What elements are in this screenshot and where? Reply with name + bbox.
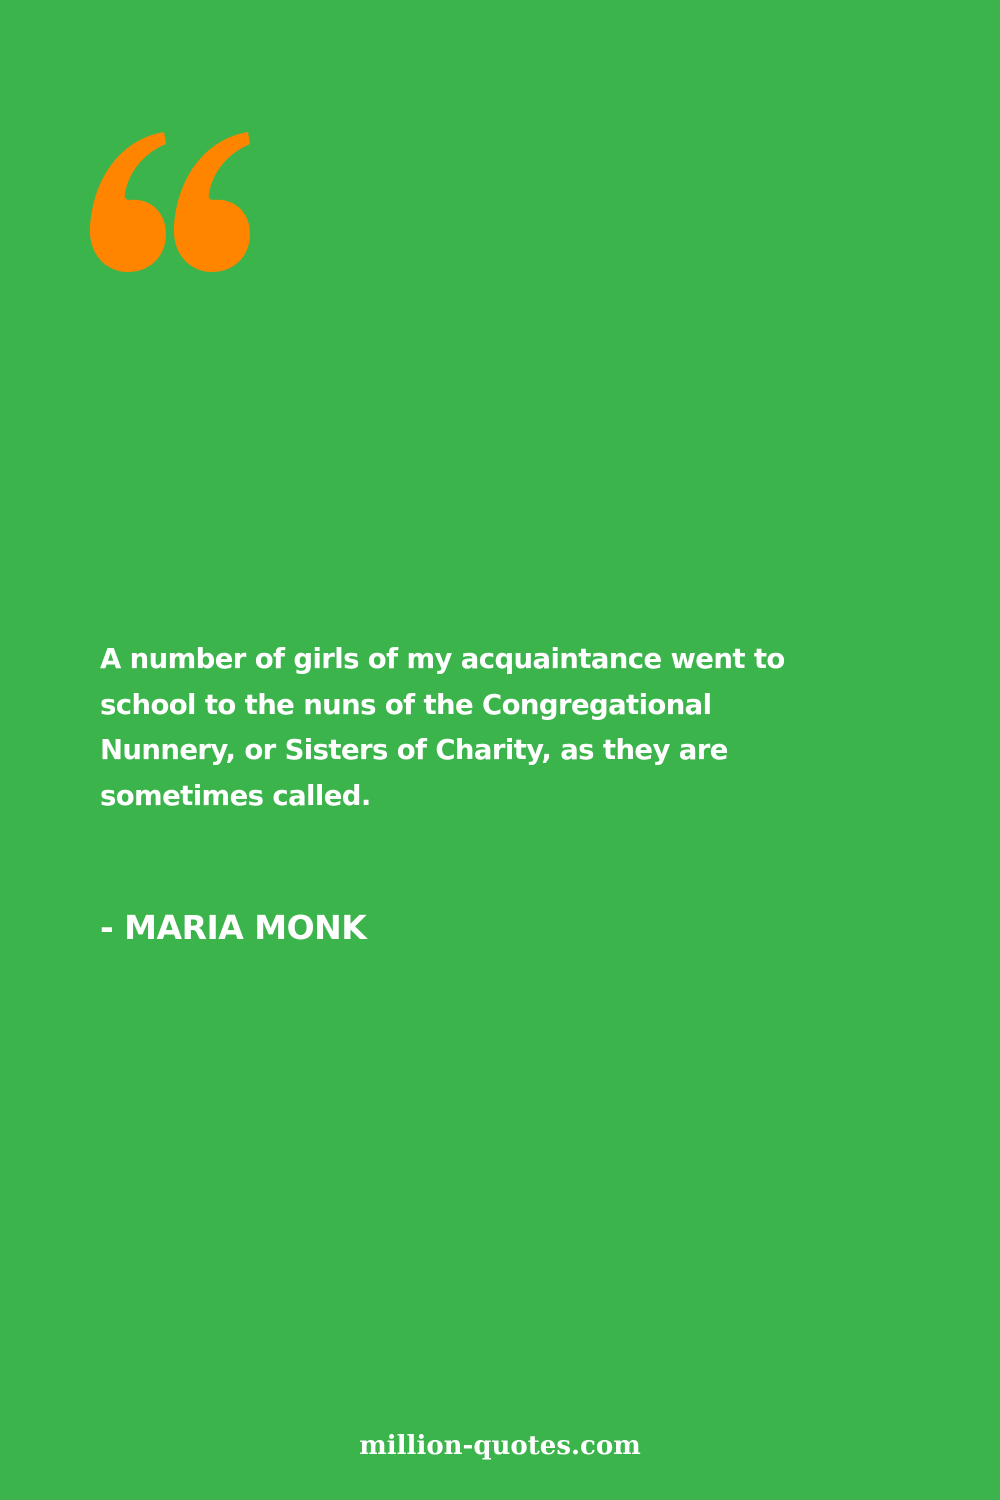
quote-author: - MARIA MONK — [100, 908, 367, 947]
quote-mark-icon — [84, 128, 256, 274]
site-watermark: million-quotes.com — [359, 1431, 641, 1461]
quote-text: A number of girls of my acquaintance went to school to the nuns of the Congregational Nunnery, or Sisters of Charity, as they are sometimes called. — [100, 643, 785, 812]
quote-mark-glyph — [90, 132, 250, 272]
